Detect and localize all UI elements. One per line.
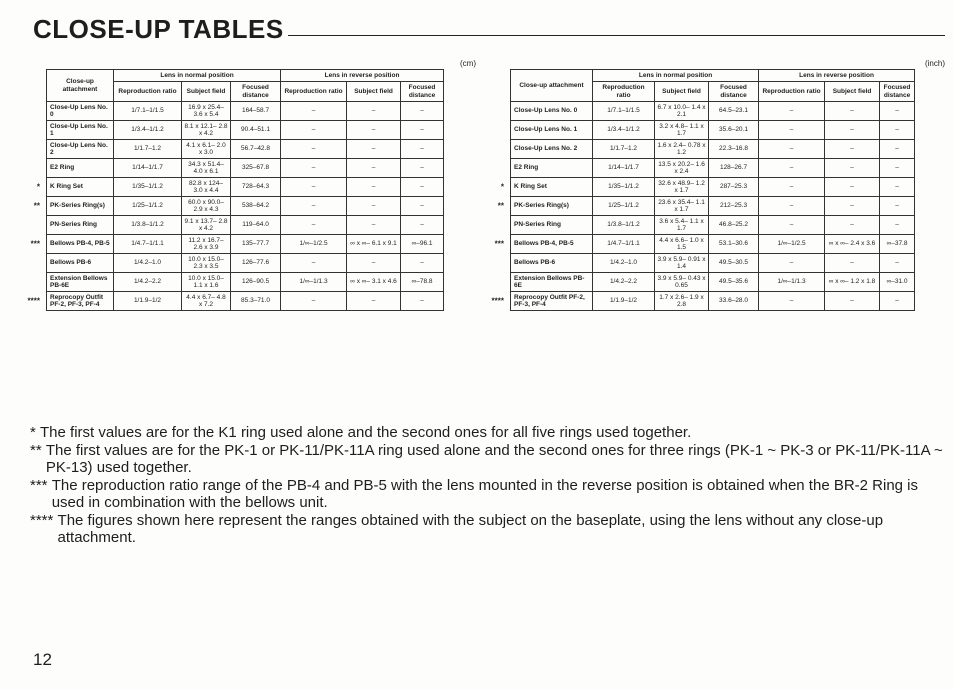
footnotes	[30, 424, 945, 547]
table-row	[511, 254, 946, 273]
table-row	[47, 178, 477, 197]
field-cell: 4.1 x 6.1– 2.0 x 3.0	[182, 140, 231, 159]
ratio-cell: 1/35–1/1.2	[593, 178, 655, 197]
r-field-cell: –	[347, 102, 401, 121]
field-cell: 3.9 x 5.9– 0.91 x 1.4	[655, 254, 709, 273]
footnote-mark: ****	[27, 296, 40, 306]
dist-cell: 119–64.0	[231, 216, 281, 235]
attachment-name: PN-Series Ring	[50, 221, 97, 229]
attachment-name: PK-Series Ring(s)	[50, 202, 105, 210]
r-dist-cell: –	[401, 140, 444, 159]
attachment-cell	[511, 159, 593, 178]
attachment-cell	[494, 235, 593, 254]
header-normal-ratio: Reproduction ratio	[114, 82, 182, 102]
r-ratio-cell: –	[759, 197, 825, 216]
table-row	[47, 121, 477, 140]
header-normal-distance: Focused distance	[231, 82, 281, 102]
attachment-cell	[500, 178, 593, 197]
table-row	[47, 273, 477, 292]
page-number: 12	[33, 650, 52, 669]
r-ratio-cell: –	[759, 178, 825, 197]
field-cell: 10.0 x 15.0– 1.1 x 1.6	[182, 273, 231, 292]
header-normal-distance: Focused distance	[709, 82, 759, 102]
field-cell: 34.3 x 51.4– 4.0 x 6.1	[182, 159, 231, 178]
r-dist-cell: –	[401, 121, 444, 140]
r-field-cell: –	[347, 216, 401, 235]
r-field-cell: –	[347, 140, 401, 159]
r-dist-cell: –	[880, 178, 915, 197]
r-dist-cell: –	[880, 140, 915, 159]
header-normal-position: Lens in normal position	[593, 70, 759, 82]
r-dist-cell: –	[401, 159, 444, 178]
dist-cell: 49.5–35.6	[709, 273, 759, 292]
footnote	[30, 512, 945, 547]
dist-cell: 64.5–23.1	[709, 102, 759, 121]
table-row	[511, 121, 946, 140]
r-dist-cell: –	[401, 216, 444, 235]
r-field-cell: –	[825, 140, 880, 159]
footnote-mark: **	[497, 201, 504, 211]
attachment-cell	[47, 140, 114, 159]
footnote-marker: ***	[30, 476, 52, 494]
r-field-cell: ∞ x ∞– 3.1 x 4.6	[347, 273, 401, 292]
field-cell: 4.4 x 6.6– 1.0 x 1.5	[655, 235, 709, 254]
r-dist-cell: –	[401, 102, 444, 121]
attachment-name: Bellows PB-6	[514, 259, 556, 267]
r-ratio-cell: 1/∞–1/1.3	[759, 273, 825, 292]
attachment-cell	[47, 121, 114, 140]
dist-cell: 538–64.2	[231, 197, 281, 216]
attachment-name: Reprocopy Outfit PF-2, PF-3, PF-4	[50, 293, 104, 308]
r-field-cell: –	[347, 292, 401, 311]
dist-cell: 164–58.7	[231, 102, 281, 121]
table-row	[511, 273, 946, 292]
ratio-cell: 1/14–1/1.7	[593, 159, 655, 178]
dist-cell: 212–25.3	[709, 197, 759, 216]
r-dist-cell: –	[880, 159, 915, 178]
attachment-name: Close-Up Lens No. 2	[514, 145, 578, 153]
table-row	[511, 216, 946, 235]
close-up-table-cm	[27, 69, 477, 311]
r-field-cell: –	[825, 254, 880, 273]
r-field-cell: –	[347, 254, 401, 273]
r-dist-cell: ∞–78.8	[401, 273, 444, 292]
r-dist-cell: –	[880, 292, 915, 311]
r-ratio-cell: –	[281, 121, 347, 140]
ratio-cell: 1/4.7–1/1.1	[593, 235, 655, 254]
footnote-text: The first values are for the PK-1 or PK-11/PK-11A ring used alone and the second ones for three rings (PK-1 ~ PK-3 or PK-11/PK-11A ~ PK-13) used together.	[45, 441, 943, 476]
dist-cell: 90.4–51.1	[231, 121, 281, 140]
dist-cell: 49.5–30.5	[709, 254, 759, 273]
ratio-cell: 1/4.2–1.0	[593, 254, 655, 273]
r-field-cell: ∞ x ∞– 1.2 x 1.8	[825, 273, 880, 292]
attachment-cell	[511, 273, 593, 292]
footnote-mark: *	[500, 182, 504, 192]
dist-cell: 126–90.5	[231, 273, 281, 292]
ratio-cell: 1/7.1–1/1.5	[593, 102, 655, 121]
header-reverse-ratio: Reproduction ratio	[281, 82, 347, 102]
header-normal-field: Subject field	[655, 82, 709, 102]
dist-cell: 126–77.6	[231, 254, 281, 273]
ratio-cell: 1/1.7–1.2	[593, 140, 655, 159]
attachment-cell	[511, 140, 593, 159]
r-dist-cell: ∞–96.1	[401, 235, 444, 254]
r-ratio-cell: –	[759, 159, 825, 178]
ratio-cell: 1/3.4–1/1.2	[593, 121, 655, 140]
r-ratio-cell: –	[759, 102, 825, 121]
attachment-cell	[511, 216, 593, 235]
attachment-cell	[47, 254, 114, 273]
attachment-name: Close-Up Lens No. 1	[514, 126, 578, 134]
field-cell: 82.8 x 124– 3.0 x 4.4	[182, 178, 231, 197]
r-dist-cell: –	[401, 197, 444, 216]
header-normal-field: Subject field	[182, 82, 231, 102]
r-field-cell: ∞ x ∞– 6.1 x 9.1	[347, 235, 401, 254]
attachment-cell	[30, 235, 114, 254]
r-ratio-cell: –	[759, 140, 825, 159]
r-dist-cell: –	[880, 216, 915, 235]
inch-table-block	[491, 58, 945, 311]
footnote-text: The reproduction ratio range of the PB-4 and PB-5 with the lens mounted in the reverse position is obtained when the BR-2 Ring is used in combination with the bellows unit.	[51, 476, 919, 511]
header-attachment: Close-up attachment	[511, 70, 593, 102]
r-field-cell: –	[825, 178, 880, 197]
r-field-cell: –	[825, 197, 880, 216]
r-ratio-cell: 1/∞–1/1.3	[281, 273, 347, 292]
header-reverse-field: Subject field	[347, 82, 401, 102]
table-row	[511, 102, 946, 121]
field-cell: 23.6 x 35.4– 1.1 x 1.7	[655, 197, 709, 216]
attachment-cell	[36, 178, 114, 197]
attachment-cell	[33, 197, 114, 216]
r-ratio-cell: –	[281, 254, 347, 273]
r-field-cell: ∞ x ∞– 2.4 x 3.6	[825, 235, 880, 254]
header-reverse-field: Subject field	[825, 82, 880, 102]
r-field-cell: –	[825, 102, 880, 121]
r-ratio-cell: –	[281, 178, 347, 197]
dist-cell: 22.3–16.8	[709, 140, 759, 159]
r-ratio-cell: 1/∞–1/2.5	[281, 235, 347, 254]
r-field-cell: –	[825, 292, 880, 311]
r-ratio-cell: –	[759, 254, 825, 273]
attachment-name: Extension Bellows PB-6E	[50, 274, 108, 289]
dist-cell: 35.6–20.1	[709, 121, 759, 140]
attachment-name: Close-Up Lens No. 0	[514, 107, 578, 115]
table-row	[47, 102, 477, 121]
footnote-marker: **	[30, 441, 46, 459]
attachment-name: E2 Ring	[50, 164, 75, 172]
close-up-table-inch	[491, 69, 946, 311]
field-cell: 3.6 x 5.4– 1.1 x 1.7	[655, 216, 709, 235]
r-field-cell: –	[347, 178, 401, 197]
dist-cell: 46.8–25.2	[709, 216, 759, 235]
attachment-name: PN-Series Ring	[514, 221, 561, 229]
field-cell: 4.4 x 6.7– 4.8 x 7.2	[182, 292, 231, 311]
header-normal-ratio: Reproduction ratio	[593, 82, 655, 102]
attachment-cell	[511, 121, 593, 140]
dist-cell: 728–64.3	[231, 178, 281, 197]
attachment-cell	[511, 254, 593, 273]
field-cell: 8.1 x 12.1– 2.8 x 4.2	[182, 121, 231, 140]
attachment-cell	[491, 292, 593, 311]
r-ratio-cell: 1/∞–1/2.5	[759, 235, 825, 254]
attachment-name: Bellows PB-4, PB-5	[514, 240, 574, 248]
r-dist-cell: –	[880, 102, 915, 121]
table-row	[511, 292, 946, 311]
attachment-name: Reprocopy Outfit PF-2, PF-3, PF-4	[514, 293, 585, 308]
dist-cell: 33.6–28.0	[709, 292, 759, 311]
r-dist-cell: ∞–37.8	[880, 235, 915, 254]
footnote	[30, 442, 945, 477]
unit-label: (inch)	[924, 59, 945, 68]
table-row	[511, 159, 946, 178]
footnote	[30, 424, 945, 442]
footnote-text: The figures shown here represent the ranges obtained with the subject on the baseplate, using the lens without any close-up attachment.	[57, 511, 884, 546]
dist-cell: 287–25.3	[709, 178, 759, 197]
footnote-mark: *	[36, 182, 40, 192]
ratio-cell: 1/3.8–1/1.2	[593, 216, 655, 235]
attachment-name: Extension Bellows PB-6E	[514, 274, 585, 289]
r-dist-cell: –	[880, 121, 915, 140]
attachment-cell	[511, 102, 593, 121]
footnote-mark: ***	[494, 239, 504, 249]
r-ratio-cell: –	[281, 292, 347, 311]
header-reverse-distance: Focused distance	[401, 82, 444, 102]
r-field-cell: –	[825, 159, 880, 178]
table-row	[511, 197, 946, 216]
ratio-cell: 1/4.2–1.0	[114, 254, 182, 273]
field-cell: 1.7 x 2.6– 1.9 x 2.8	[655, 292, 709, 311]
field-cell: 11.2 x 16.7– 2.6 x 3.9	[182, 235, 231, 254]
page-heading	[33, 14, 945, 44]
r-ratio-cell: –	[759, 216, 825, 235]
footnote-marker: *	[30, 424, 41, 441]
field-cell: 60.0 x 90.0– 2.9 x 4.3	[182, 197, 231, 216]
ratio-cell: 1/1.7–1.2	[114, 140, 182, 159]
ratio-cell: 1/1.9–1/2	[593, 292, 655, 311]
ratio-cell: 1/35–1/1.2	[114, 178, 182, 197]
field-cell: 32.6 x 48.9– 1.2 x 1.7	[655, 178, 709, 197]
ratio-cell: 1/3.4–1/1.2	[114, 121, 182, 140]
footnote-marker: ****	[30, 511, 58, 529]
r-field-cell: –	[347, 121, 401, 140]
table-row	[511, 235, 946, 254]
table-row	[47, 216, 477, 235]
ratio-cell: 1/25–1/1.2	[593, 197, 655, 216]
footnote-mark: **	[33, 201, 40, 211]
attachment-name: E2 Ring	[514, 164, 539, 172]
field-cell: 1.6 x 2.4– 0.78 x 1.2	[655, 140, 709, 159]
table-row	[47, 140, 477, 159]
table-row	[47, 197, 477, 216]
r-field-cell: –	[825, 216, 880, 235]
r-field-cell: –	[347, 197, 401, 216]
header-reverse-position: Lens in reverse position	[281, 70, 444, 82]
attachment-name: Bellows PB-4, PB-5	[50, 240, 110, 248]
table-row	[511, 178, 946, 197]
field-cell: 3.2 x 4.8– 1.1 x 1.7	[655, 121, 709, 140]
header-reverse-position: Lens in reverse position	[759, 70, 915, 82]
table-row	[47, 159, 477, 178]
r-field-cell: –	[825, 121, 880, 140]
table-row	[511, 140, 946, 159]
ratio-cell: 1/4.7–1/1.1	[114, 235, 182, 254]
dist-cell: 56.7–42.8	[231, 140, 281, 159]
r-field-cell: –	[347, 159, 401, 178]
r-ratio-cell: –	[281, 102, 347, 121]
header-attachment: Close-up attachment	[47, 70, 114, 102]
attachment-name: Close-Up Lens No. 1	[50, 122, 108, 137]
page-title: CLOSE-UP TABLES	[33, 14, 288, 44]
cm-table-block	[27, 58, 476, 311]
footnote	[30, 477, 945, 512]
field-cell: 16.9 x 25.4– 3.6 x 5.4	[182, 102, 231, 121]
table-row	[47, 254, 477, 273]
header-reverse-ratio: Reproduction ratio	[759, 82, 825, 102]
r-ratio-cell: –	[281, 159, 347, 178]
field-cell: 9.1 x 13.7– 2.8 x 4.2	[182, 216, 231, 235]
dist-cell: 85.3–71.0	[231, 292, 281, 311]
table-row	[47, 235, 477, 254]
r-dist-cell: –	[880, 254, 915, 273]
footnote-mark: ****	[491, 296, 504, 306]
attachment-name: K Ring Set	[514, 183, 547, 191]
attachment-name: K Ring Set	[50, 183, 83, 191]
ratio-cell: 1/14–1/1.7	[114, 159, 182, 178]
footnote-text: The first values are for the K1 ring used alone and the second ones for all five rings used together.	[40, 424, 692, 441]
dist-cell: 53.1–30.6	[709, 235, 759, 254]
attachment-cell	[47, 216, 114, 235]
ratio-cell: 1/3.8–1/1.2	[114, 216, 182, 235]
r-dist-cell: –	[401, 178, 444, 197]
header-reverse-distance: Focused distance	[880, 82, 915, 102]
dist-cell: 135–77.7	[231, 235, 281, 254]
r-ratio-cell: –	[759, 292, 825, 311]
r-dist-cell: –	[880, 197, 915, 216]
r-dist-cell: –	[401, 254, 444, 273]
r-dist-cell: ∞–31.0	[880, 273, 915, 292]
r-dist-cell: –	[401, 292, 444, 311]
field-cell: 3.9 x 5.9– 0.43 x 0.65	[655, 273, 709, 292]
r-ratio-cell: –	[281, 197, 347, 216]
r-ratio-cell: –	[281, 140, 347, 159]
attachment-cell	[27, 292, 114, 311]
footnote-mark: ***	[30, 239, 40, 249]
attachment-name: Bellows PB-6	[50, 259, 92, 267]
dist-cell: 325–67.8	[231, 159, 281, 178]
attachment-cell	[47, 159, 114, 178]
field-cell: 10.0 x 15.0– 2.3 x 3.5	[182, 254, 231, 273]
r-ratio-cell: –	[281, 216, 347, 235]
header-normal-position: Lens in normal position	[114, 70, 281, 82]
field-cell: 6.7 x 10.0– 1.4 x 2.1	[655, 102, 709, 121]
ratio-cell: 1/4.2–2.2	[593, 273, 655, 292]
dist-cell: 128–26.7	[709, 159, 759, 178]
attachment-name: Close-Up Lens No. 0	[50, 103, 108, 118]
ratio-cell: 1/7.1–1/1.5	[114, 102, 182, 121]
ratio-cell: 1/25–1/1.2	[114, 197, 182, 216]
attachment-cell	[47, 273, 114, 292]
r-ratio-cell: –	[759, 121, 825, 140]
attachment-cell	[47, 102, 114, 121]
table-row	[47, 292, 477, 311]
ratio-cell: 1/4.2–2.2	[114, 273, 182, 292]
attachment-cell	[497, 197, 593, 216]
ratio-cell: 1/1.9–1/2	[114, 292, 182, 311]
attachment-name: Close-Up Lens No. 2	[50, 141, 108, 156]
unit-label: (cm)	[460, 59, 476, 68]
attachment-name: PK-Series Ring(s)	[514, 202, 569, 210]
field-cell: 13.5 x 20.2– 1.6 x 2.4	[655, 159, 709, 178]
